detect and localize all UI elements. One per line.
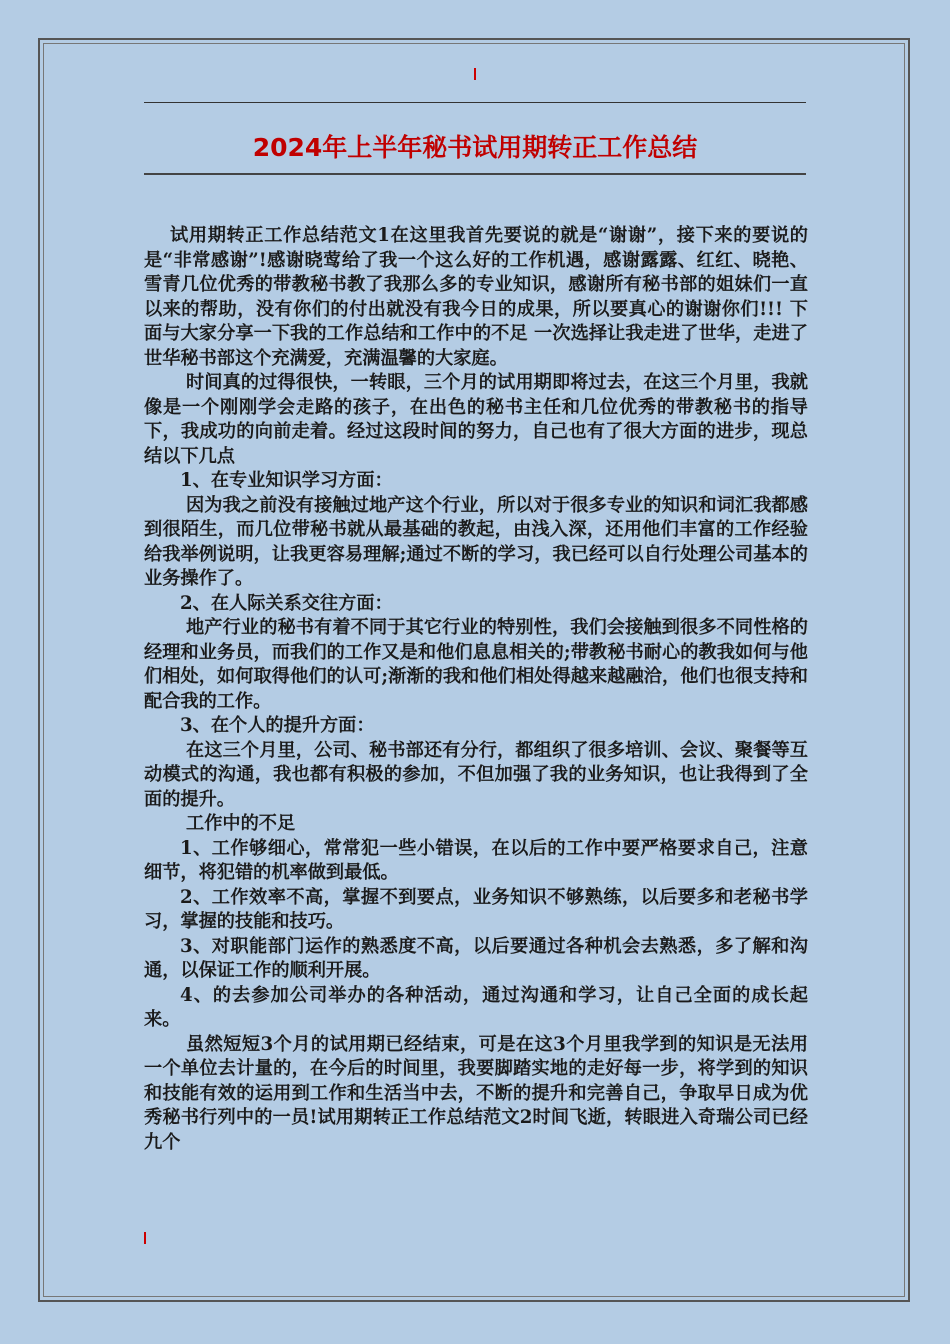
header-rule <box>144 102 806 103</box>
paragraph-professional-knowledge: 因为我之前没有接触过地产这个行业，所以对于很多专业的知识和词汇我都感到很陌生，而几位带秘书就从最基础的教起，由浅入深，还用他们丰富的工作经验给我举例说明，让我更容易理解;通过不断的学习，我已经可以自行处理公司基本的业务操作了。 <box>144 494 808 589</box>
body-text <box>144 224 808 1155</box>
document-title: 2024年上半年秘书试用期转正工作总结 <box>252 133 698 162</box>
shortcoming-item: 2、工作效率不高，掌握不到要点，业务知识不够熟练，以后要多和老秘书学习，掌握的技能和技巧。 <box>144 886 808 932</box>
heading-relationships: 2、在人际关系交往方面： <box>180 592 393 614</box>
heading-personal-growth: 3、在个人的提升方面： <box>180 715 375 736</box>
shortcoming-item: 3、对职能部门运作的熟悉度不高，以后要通过各种机会去熟悉，多了解和沟通，以保证工作的顺利开展。 <box>144 935 808 981</box>
paragraph-relationships: 地产行业的秘书有着不同于其它行业的特别性，我们会接触到很多不同性格的经理和业务员，而我们的工作又是和他们息息相关的;带教秘书耐心的教我如何与他们相处，如何取得他们的认可;渐渐的我和他们相处得越来越融洽，他们也很支持和配合我的工作。 <box>144 617 808 712</box>
heading-professional-knowledge: 1、在专业知识学习方面： <box>180 470 393 491</box>
shortcoming-item: 4、的去参加公司举办的各种活动，通过沟通和学习，让自己全面的成长起来。 <box>144 984 808 1030</box>
shortcoming-item: 1、工作够细心，常常犯一些小错误，在以后的工作中要严格要求自己，注意细节，将犯错的机率做到最低。 <box>144 837 808 883</box>
paragraph-personal-growth: 在这三个月里，公司、秘书部还有分行，都组织了很多培训、会议、聚餐等互动模式的沟通，我也都有积极的参加，不但加强了我的业务知识，也让我得到了全面的提升。 <box>144 739 808 810</box>
footer-mark <box>144 1232 146 1244</box>
paragraph-intro: 试用期转正工作总结范文1在这里我首先要说的就是“谢谢”，接下来的要说的是“非常感谢”!感谢晓莺给了我一个这么好的工作机遇，感谢露露、红红、晓艳、雪青几位优秀的带教秘书教了我那么多的专业知识，感谢所有秘书部的姐妹们一直以来的帮助，没有你们的付出就没有我今日的成果，所以要真心的谢谢你们!!! 下面与大家分享一下我的工作总结和工作中的不足 一次选择让我走进了世华，走进了世华秘书部这个充满爱，充满温馨的大家庭。 <box>144 225 808 369</box>
paragraph-time: 时间真的过得很快，一转眼，三个月的试用期即将过去，在这三个月里，我就像是一个刚刚学会走路的孩子，在出色的秘书主任和几位优秀的带教秘书的指导下，我成功的向前走着。经过这段时间的努力，自己也有了很大方面的进步，现总结以下几点 <box>144 372 808 467</box>
header-mark <box>474 68 476 80</box>
title-rule <box>144 173 806 175</box>
heading-shortcomings: 工作中的不足 <box>186 813 296 834</box>
paragraph-conclusion: 虽然短短3个月的试用期已经结束，可是在这3个月里我学到的知识是无法用一个单位去计量的，在今后的时间里，我要脚踏实地的走好每一步，将学到的知识和技能有效的运用到工作和生活当中去，不断的提升和完善自己，争取早日成为优秀秘书行列中的一员!试用期转正工作总结范文2时间飞逝，转眼进入奇瑞公司已经九个 <box>144 1033 808 1153</box>
